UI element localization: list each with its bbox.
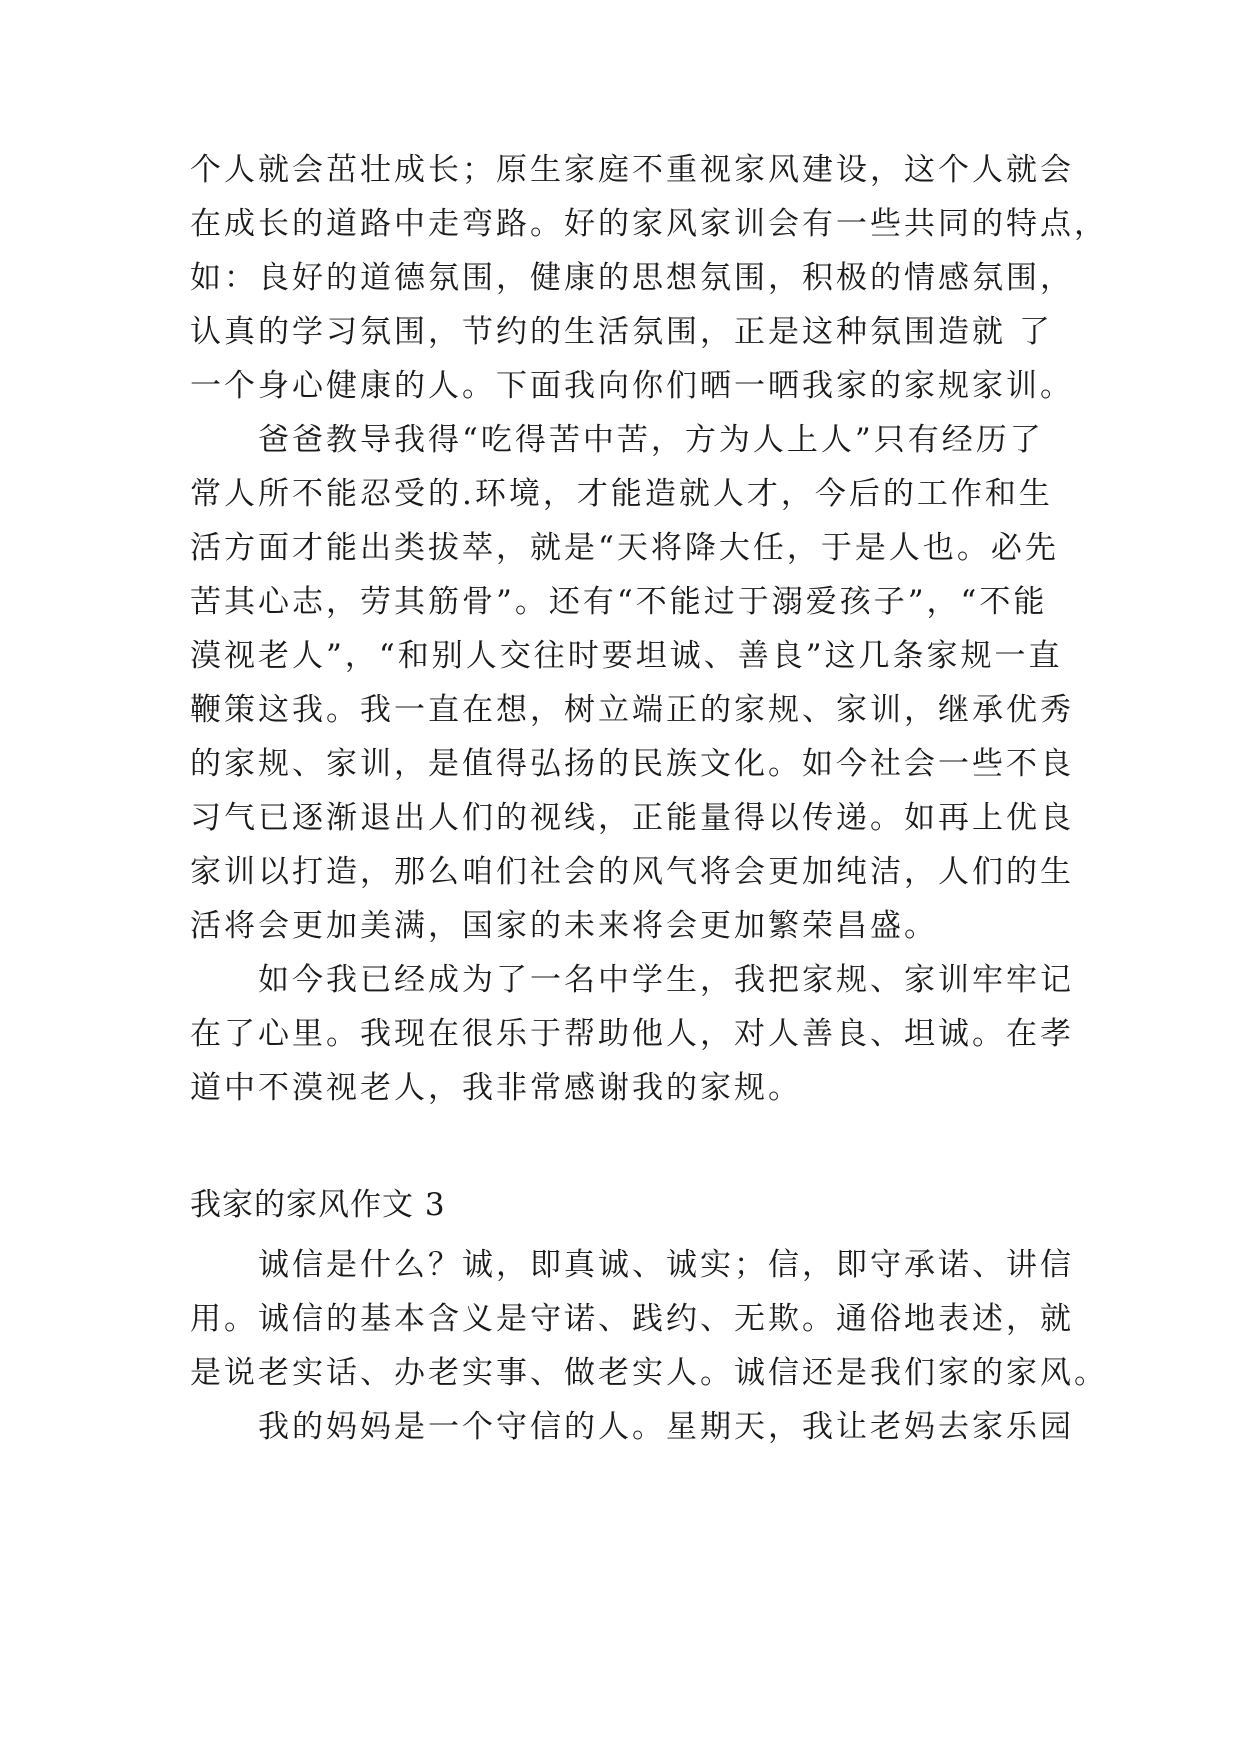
text-line: 认真的学习氛围，节约的生活氛围，正是这种氛围造就 了	[190, 314, 1053, 350]
text-line: 鞭策这我。我一直在想，树立端正的家规、家训，继承优秀	[190, 692, 1074, 728]
text-line: 如今我已经成为了一名中学生，我把家规、家训牢牢记	[190, 962, 1074, 998]
section-title: 我家的家风作文 3	[190, 1187, 446, 1223]
text-line: 漠视老人”，“和别人交往时要坦诚、善良”这几条家规一直	[190, 638, 1063, 674]
text-line: 活方面才能出类拔萃，就是“天将降大任，于是人也。必先	[190, 530, 1059, 566]
text-line: 家训以打造，那么咱们社会的风气将会更加纯洁，人们的生	[190, 854, 1074, 890]
text-line: 活将会更加美满，国家的未来将会更加繁荣昌盛。	[190, 908, 938, 944]
text-line: 诚信是什么？诚，即真诚、诚实；信，即守承诺、讲信	[190, 1247, 1074, 1283]
text-line: 习气已逐渐退出人们的视线，正能量得以传递。如再上优良	[190, 800, 1074, 836]
text-line: 爸爸教导我得“吃得苦中苦，方为人上人”只有经历了	[190, 422, 1044, 458]
text-line: 苦其心志，劳其筋骨”。还有“不能过于溺爱孩子”，“不能	[190, 584, 1048, 620]
text-line: 常人所不能忍受的.环境，才能造就人才，今后的工作和生	[190, 476, 1053, 512]
text-line: 一个身心健康的人。下面我向你们晒一晒我家的家规家训。	[190, 368, 1074, 404]
text-line: 用。诚信的基本含义是守诺、践约、无欺。通俗地表述，就	[190, 1301, 1074, 1337]
text-line: 道中不漠视老人，我非常感谢我的家规。	[190, 1070, 802, 1106]
text-line: 在了心里。我现在很乐于帮助他人，对人善良、坦诚。在孝	[190, 1016, 1074, 1052]
text-line: 如：良好的道德氛围，健康的思想氛围，积极的情感氛围，	[190, 260, 1074, 296]
text-line: 我的妈妈是一个守信的人。星期天，我让老妈去家乐园	[190, 1409, 1074, 1445]
text-line: 个人就会茁壮成长；原生家庭不重视家风建设，这个人就会	[190, 152, 1074, 188]
text-line: 是说老实话、办老实事、做老实人。诚信还是我们家的家风。	[190, 1355, 1108, 1391]
text-line: 的家规、家训，是值得弘扬的民族文化。如今社会一些不良	[190, 746, 1074, 782]
text-line: 在成长的道路中走弯路。好的家风家训会有一些共同的特点，	[190, 206, 1108, 242]
